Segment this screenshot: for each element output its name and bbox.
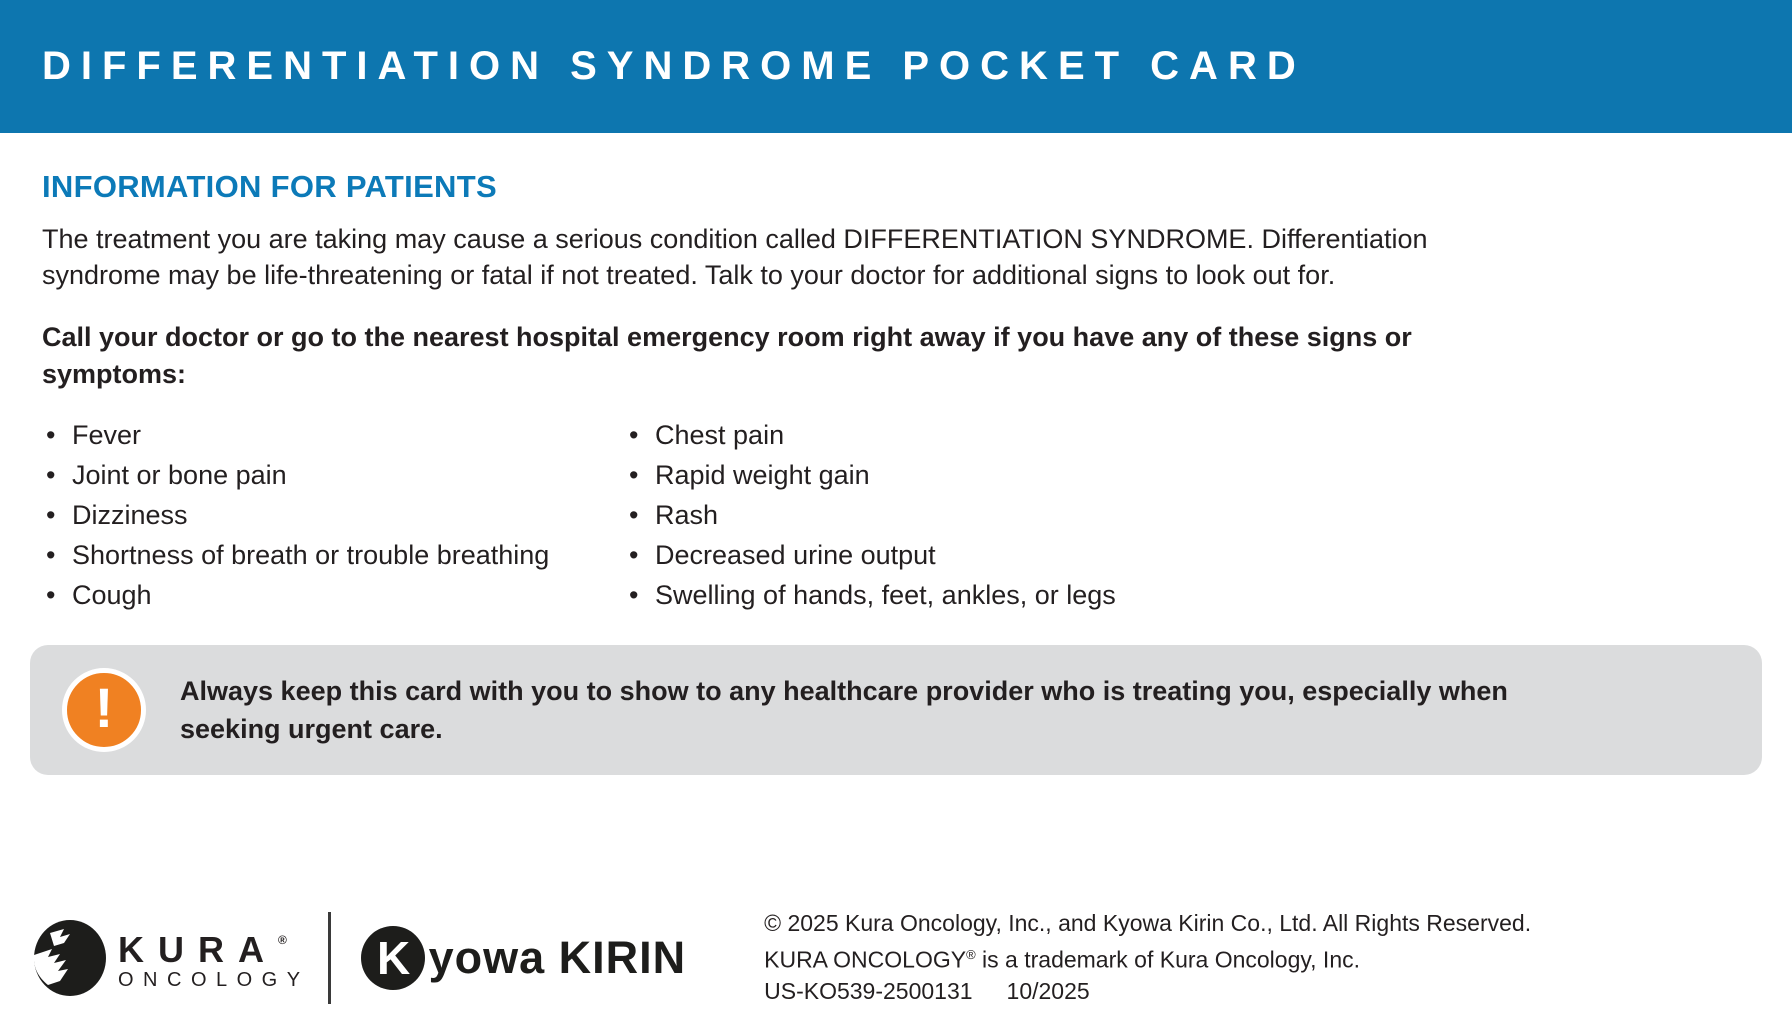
list-item: • Shortness of breath or trouble breathing [42, 535, 625, 575]
alert-text: Always keep this card with you to show to any healthcare provider who is treating you, especially when seeking urgent care. [180, 676, 1508, 744]
symptom-list-right [625, 415, 1116, 615]
list-item: • Rapid weight gain [625, 455, 1116, 495]
list-item: • Fever [42, 415, 625, 455]
kura-name: KURA® [118, 928, 287, 970]
intro-paragraph: The treatment you are taking may cause a serious condition called DIFFERENTIATION SYNDROME. Differentiation syndrome may be life-threatening or fatal if not treated. Talk to your doctor for additional signs to look out for. [42, 224, 1428, 290]
kyowa-kirin-logo [361, 926, 687, 990]
alert-banner [30, 645, 1762, 775]
kura-globe-icon [30, 919, 108, 997]
kura-subtitle: ONCOLOGY [118, 968, 310, 991]
list-item: • Dizziness [42, 495, 625, 535]
registered-mark: ® [966, 947, 976, 963]
kyowa-k-icon [361, 926, 425, 990]
header-bar [0, 0, 1792, 133]
list-item: • Cough [42, 575, 625, 615]
list-item: • Rash [625, 495, 1116, 535]
list-item: • Chest pain [625, 415, 1116, 455]
kyowa-wordmark: yowa KIRIN [428, 931, 687, 983]
symptom-columns [42, 415, 1792, 615]
main-content [0, 133, 1792, 615]
list-item: • Joint or bone pain [42, 455, 625, 495]
material-code: US-KO539-2500131 [764, 977, 973, 1004]
exclamation-icon [62, 668, 146, 752]
section-heading: INFORMATION FOR PATIENTS [42, 169, 497, 204]
kyowa-k-glyph: K [376, 931, 411, 984]
copyright-line-3 [764, 976, 1531, 1007]
callout-paragraph: Call your doctor or go to the nearest hospital emergency room right away if you have any of these signs or symptoms: [42, 322, 1412, 389]
logo-divider [328, 912, 331, 1004]
material-date: 10/2025 [1006, 977, 1090, 1004]
kura-wordmark [118, 923, 310, 993]
list-item: • Decreased urine output [625, 535, 1116, 575]
copyright-block [764, 908, 1531, 1007]
copyright-line-2: KURA ONCOLOGY® is a trademark of Kura Oncology, Inc. [764, 946, 1361, 973]
registered-mark: ® [278, 932, 287, 947]
copyright-line-1: © 2025 Kura Oncology, Inc., and Kyowa Kirin Co., Ltd. All Rights Reserved. [764, 910, 1532, 937]
logo-row [30, 912, 686, 1004]
list-item: • Swelling of hands, feet, ankles, or legs [625, 575, 1116, 615]
page-title: DIFFERENTIATION SYNDROME POCKET CARD [42, 44, 1306, 88]
exclamation-glyph: ! [94, 676, 114, 739]
footer [0, 885, 1792, 1030]
symptom-list-left [42, 415, 625, 615]
kura-oncology-logo [30, 919, 310, 997]
